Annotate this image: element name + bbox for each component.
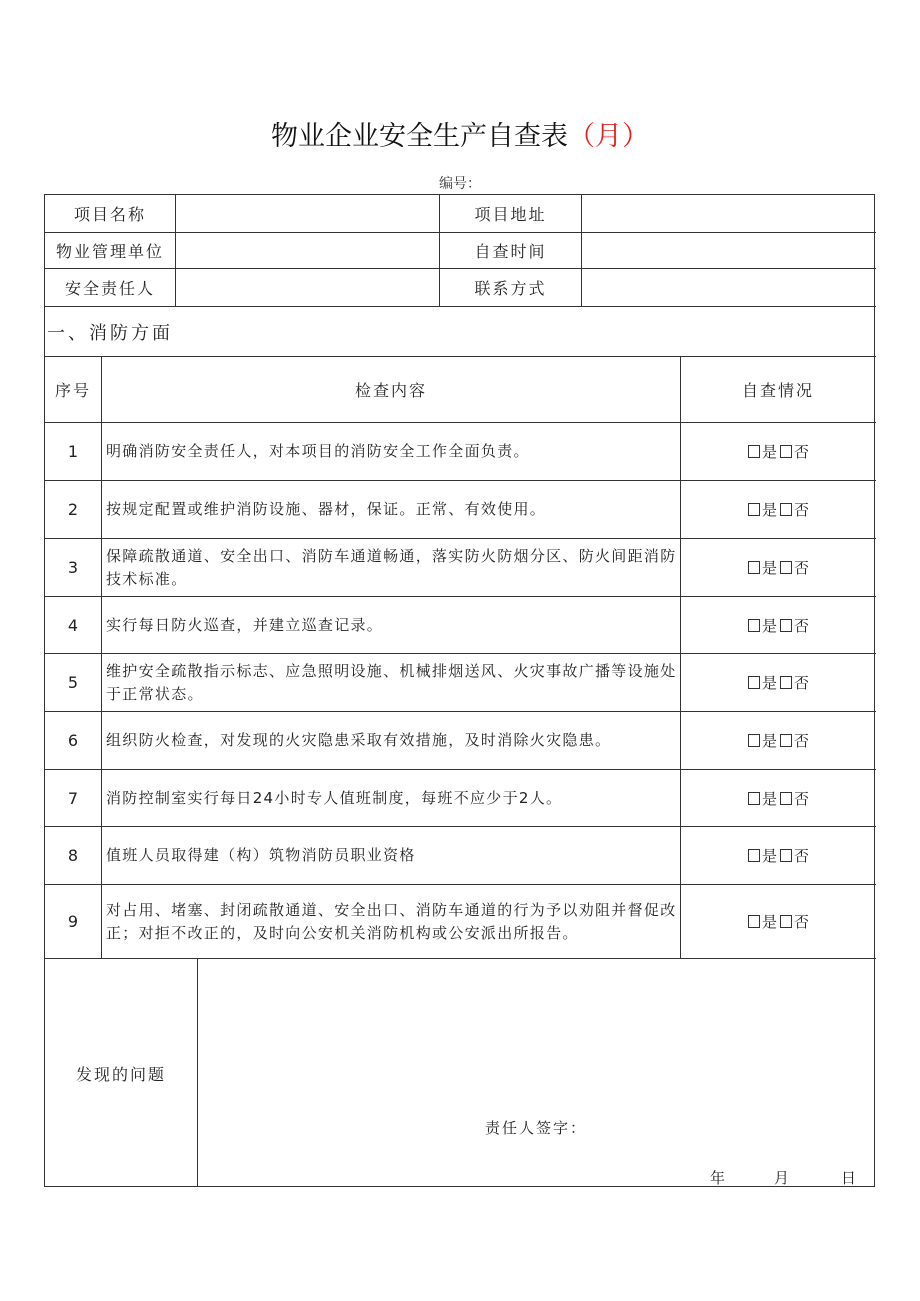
yes-label: 是 — [761, 616, 778, 635]
safety-person-label: 安全责任人 — [64, 279, 155, 298]
item-content: 明确消防安全责任人，对本项目的消防安全工作全面负责。 — [106, 442, 530, 460]
no-label: 否 — [794, 847, 811, 865]
item-number: 7 — [67, 788, 79, 808]
contact-field[interactable] — [582, 269, 875, 306]
management-unit-field[interactable] — [176, 233, 439, 268]
no-label: 否 — [794, 616, 811, 635]
no-label: 否 — [794, 674, 811, 692]
item-content: 消防控制室实行每日24小时专人值班制度，每班不应少于2人。 — [106, 788, 563, 807]
yes-checkbox[interactable] — [748, 619, 760, 632]
problems-label: 发现的问题 — [75, 1064, 166, 1084]
item-status — [681, 770, 875, 826]
item-content: 按规定配置或维护消防设施、器材，保证。正常、有效使用。 — [106, 500, 547, 518]
item-number: 4 — [67, 615, 79, 635]
contact-label: 联系方式 — [474, 279, 547, 298]
item-status — [681, 423, 875, 480]
item-content: 组织防火检查，对发现的火灾隐患采取有效措施，及时消除火灾隐患。 — [106, 731, 612, 749]
item-number: 2 — [67, 500, 79, 519]
item-number: 6 — [67, 731, 79, 750]
project-name-field[interactable] — [176, 195, 439, 232]
item-number: 1 — [67, 442, 79, 461]
no-checkbox[interactable] — [780, 915, 792, 928]
no-label: 否 — [794, 732, 811, 750]
no-checkbox[interactable] — [780, 676, 792, 689]
yes-checkbox[interactable] — [748, 915, 760, 928]
signature-label: 责任人签字： — [485, 1118, 588, 1137]
yes-label: 是 — [761, 913, 778, 931]
no-checkbox[interactable] — [780, 792, 792, 805]
item-status — [681, 597, 875, 653]
item-number: 8 — [67, 846, 79, 865]
yes-checkbox[interactable] — [748, 503, 760, 516]
yes-label: 是 — [761, 847, 778, 865]
yes-label: 是 — [761, 443, 778, 461]
yes-checkbox[interactable] — [748, 849, 760, 862]
date-month-label: 月 — [774, 1168, 792, 1187]
project-address-label: 项目地址 — [474, 205, 547, 224]
project-address-field[interactable] — [582, 195, 875, 232]
item-status — [681, 712, 875, 769]
checklist-table — [44, 194, 875, 1187]
item-content: 对占用、堵塞、封闭疏散通道、安全出口、消防车通道的行为予以劝阻并督促改正；对拒不改正的，及时向公安机关消防机构或公安派出所报告。 — [106, 900, 677, 942]
item-status — [681, 827, 875, 884]
no-label: 否 — [794, 789, 811, 808]
no-label: 否 — [794, 913, 811, 931]
yes-checkbox[interactable] — [748, 734, 760, 747]
no-checkbox[interactable] — [780, 445, 792, 458]
section-title: 一、消防方面 — [47, 322, 173, 344]
item-status — [681, 654, 875, 711]
no-label: 否 — [794, 501, 811, 519]
item-status — [681, 885, 875, 958]
no-checkbox[interactable] — [780, 503, 792, 516]
check-time-label: 自查时间 — [474, 242, 547, 261]
yes-checkbox[interactable] — [748, 676, 760, 689]
item-status — [681, 481, 875, 538]
column-header-status: 自查情况 — [741, 381, 814, 400]
problems-field[interactable] — [198, 959, 875, 1187]
item-status — [681, 539, 875, 596]
yes-label: 是 — [761, 732, 778, 750]
management-unit-label: 物业管理单位 — [55, 242, 164, 261]
check-time-field[interactable] — [582, 233, 875, 268]
item-number: 9 — [67, 912, 79, 931]
no-label: 否 — [794, 443, 811, 461]
yes-checkbox[interactable] — [748, 561, 760, 574]
serial-number-label: 编号： — [439, 176, 481, 192]
yes-checkbox[interactable] — [748, 445, 760, 458]
column-header-content: 检查内容 — [354, 381, 427, 400]
item-content: 值班人员取得建（构）筑物消防员职业资格 — [106, 846, 416, 864]
column-header-no: 序号 — [54, 381, 91, 400]
no-checkbox[interactable] — [780, 619, 792, 632]
item-content: 保障疏散通道、安全出口、消防车通道畅通，落实防火防烟分区、防火间距消防技术标准。 — [106, 546, 677, 588]
no-label: 否 — [794, 559, 811, 577]
item-number: 5 — [67, 673, 79, 692]
yes-label: 是 — [761, 501, 778, 519]
page-title: 物业企业安全生产自查表（月） — [271, 121, 649, 152]
safety-person-field[interactable] — [176, 269, 439, 306]
item-number: 3 — [67, 558, 79, 577]
yes-label: 是 — [761, 559, 778, 577]
date-year-label: 年 — [710, 1168, 728, 1187]
title-month-suffix: （月） — [568, 121, 649, 152]
project-name-label: 项目名称 — [73, 205, 146, 224]
yes-label: 是 — [761, 674, 778, 692]
yes-checkbox[interactable] — [748, 792, 760, 805]
no-checkbox[interactable] — [780, 849, 792, 862]
item-content: 维护安全疏散指示标志、应急照明设施、机械排烟送风、火灾事故广播等设施处于正常状态。 — [106, 661, 677, 703]
no-checkbox[interactable] — [780, 734, 792, 747]
yes-label: 是 — [761, 789, 778, 808]
item-content: 实行每日防火巡查，并建立巡查记录。 — [106, 615, 384, 634]
no-checkbox[interactable] — [780, 561, 792, 574]
date-day-label: 日 — [841, 1168, 859, 1187]
